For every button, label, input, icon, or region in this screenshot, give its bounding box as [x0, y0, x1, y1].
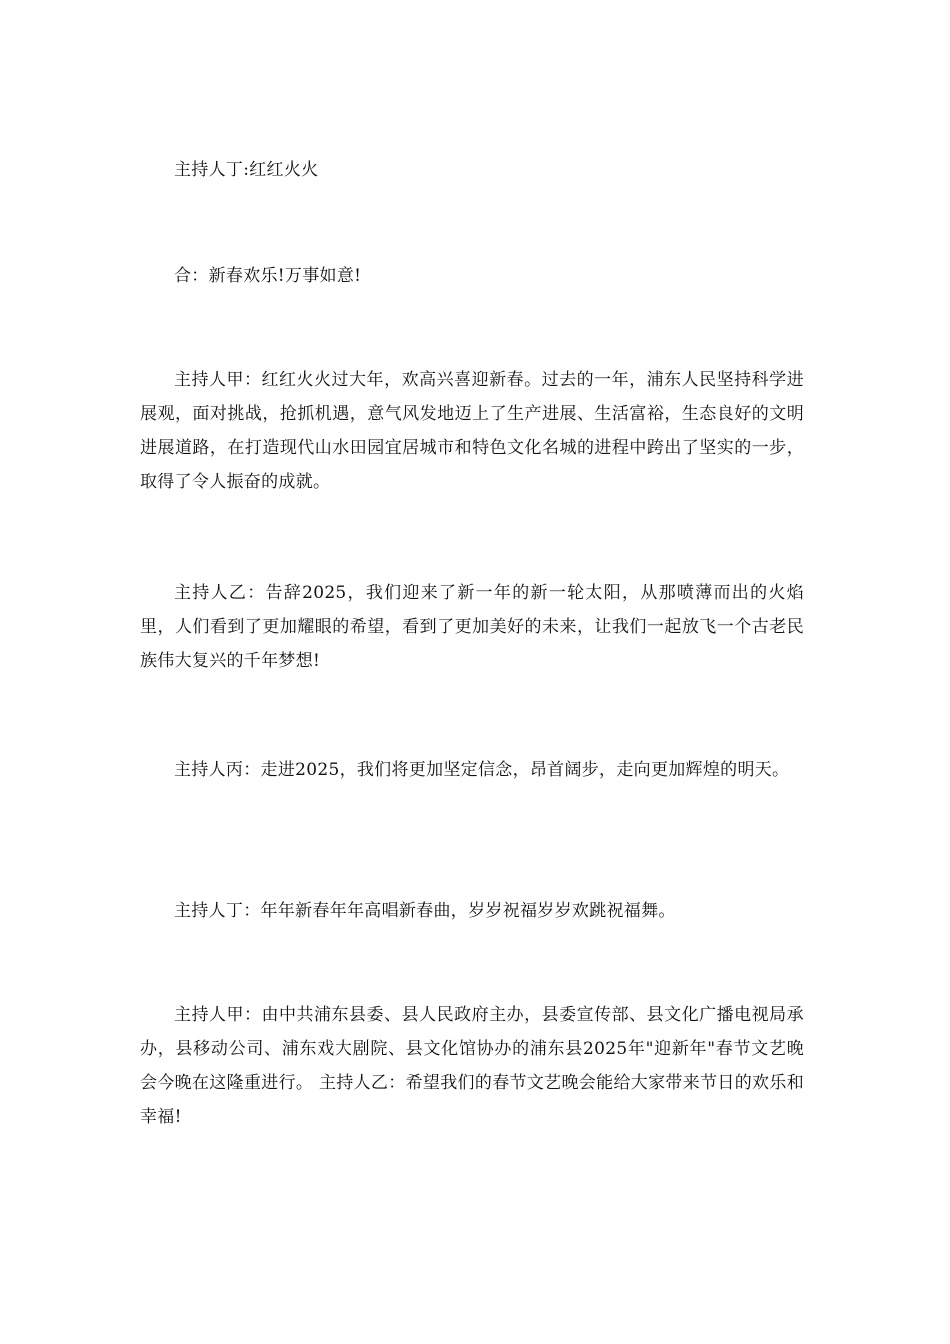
paragraph-host-bing-future: 主持人丙：走进2025，我们将更加坚定信念，昂首阔步，走向更加辉煌的明天。: [174, 760, 790, 780]
paragraph-host-ding-opening: 主持人丁:红红火火: [174, 160, 319, 180]
paragraph-together-greeting: 合：新春欢乐!万事如意!: [174, 266, 362, 286]
paragraph-host-yi-farewell: 主持人乙：告辞2025，我们迎来了新一年的新一轮太阳，从那喷薄而出的火焰里，人们看到了更加耀眼的希望，看到了更加美好的未来，让我们一起放飞一个古老民族伟大复兴的千年梦想!: [140, 583, 804, 671]
paragraph-host-jia-announcement: 主持人甲：由中共浦东县委、县人民政府主办，县委宣传部、县文化广播电视局承办，县移动公司、浦东戏大剧院、县文化馆协办的浦东县2025年"迎新年"春节文艺晚会今晚在这隆重进行。 主持人乙：希望我们的春节文艺晚会能给大家带来节日的欢乐和幸福!: [140, 1005, 804, 1127]
paragraph-host-ding-blessing: 主持人丁：年年新春年年高唱新春曲，岁岁祝福岁岁欢跳祝福舞。: [174, 901, 676, 921]
paragraph-host-jia-review: 主持人甲：红红火火过大年，欢高兴喜迎新春。过去的一年，浦东人民坚持科学进展观，面对挑战，抢抓机遇，意气风发地迈上了生产进展、生活富裕，生态良好的文明进展道路，在打造现代山水田园宜居城市和特色文化名城的进程中跨出了坚实的一步，取得了令人振奋的成就。: [140, 370, 804, 492]
